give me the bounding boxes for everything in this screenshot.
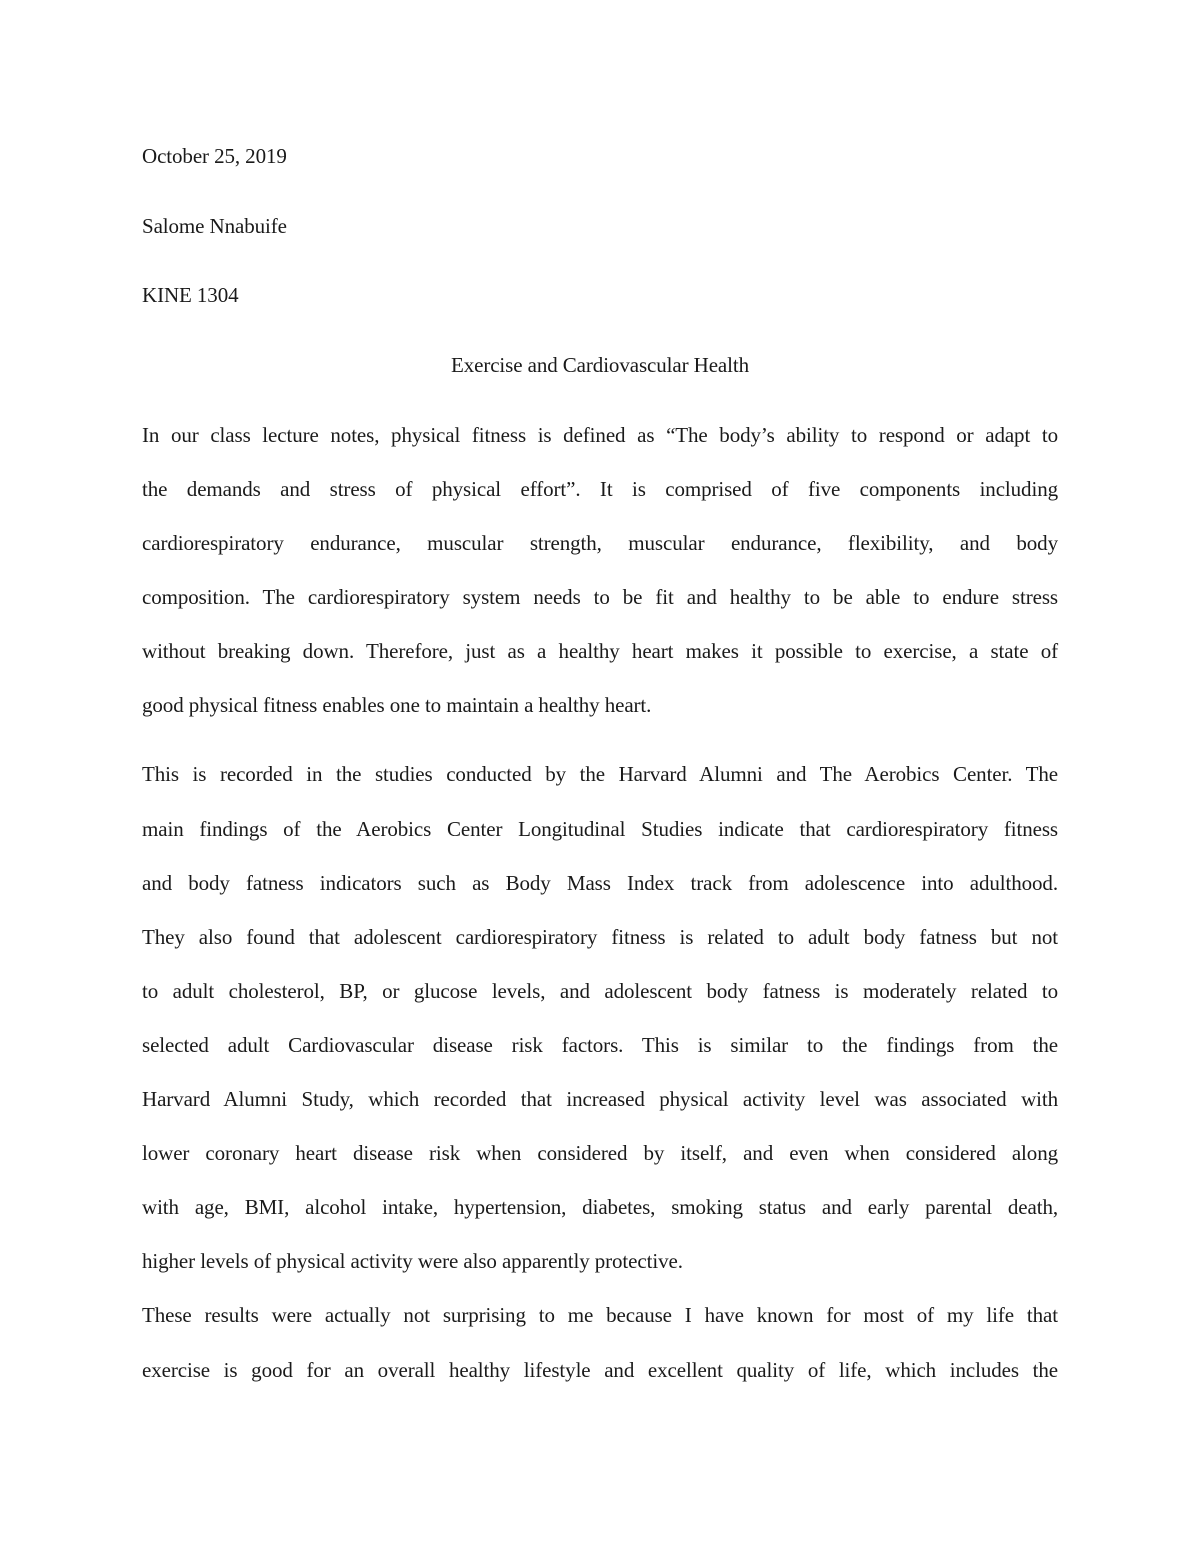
paragraph-2-line-6: selected adult Cardiovascular disease risk factors. This is similar to the findings from the — [142, 1033, 1058, 1057]
paragraph-1-line-5: without breaking down. Therefore, just as a healthy heart makes it possible to exercise, a state of — [142, 639, 1058, 663]
paragraph-2-line-1: This is recorded in the studies conducted by the Harvard Alumni and The Aerobics Center. The — [142, 762, 1058, 786]
course-line: KINE 1304 — [142, 283, 239, 307]
paragraph-3-line-2: exercise is good for an overall healthy lifestyle and excellent quality of life, which includes the — [142, 1358, 1058, 1382]
paragraph-2-line-10: higher levels of physical activity were also apparently protective. — [142, 1249, 683, 1273]
paragraph-2-line-9: with age, BMI, alcohol intake, hypertension, diabetes, smoking status and early parental death, — [142, 1195, 1058, 1219]
paragraph-1-line-4: composition. The cardiorespiratory system needs to be fit and healthy to be able to endure stress — [142, 585, 1058, 609]
paragraph-2-line-5: to adult cholesterol, BP, or glucose levels, and adolescent body fatness is moderately related to — [142, 979, 1058, 1003]
paragraph-1-line-6: good physical fitness enables one to maintain a healthy heart. — [142, 693, 652, 717]
paragraph-1-line-1: In our class lecture notes, physical fitness is defined as “The body’s ability to respond or adapt to — [142, 423, 1058, 447]
paragraph-2-line-7: Harvard Alumni Study, which recorded that increased physical activity level was associated with — [142, 1087, 1058, 1111]
paragraph-2-line-3: and body fatness indicators such as Body Mass Index track from adolescence into adulthood. — [142, 871, 1058, 895]
author-line: Salome Nnabuife — [142, 214, 287, 238]
date-line: October 25, 2019 — [142, 144, 287, 168]
paragraph-1-line-2: the demands and stress of physical effort”. It is comprised of five components including — [142, 477, 1058, 501]
document-title: Exercise and Cardiovascular Health — [450, 353, 750, 377]
paragraph-2-line-4: They also found that adolescent cardiorespiratory fitness is related to adult body fatness but not — [142, 925, 1058, 949]
paragraph-3-line-1: These results were actually not surprising to me because I have known for most of my life that — [142, 1303, 1058, 1327]
paragraph-2-line-2: main findings of the Aerobics Center Longitudinal Studies indicate that cardiorespiratory fitness — [142, 817, 1058, 841]
paragraph-1-line-3: cardiorespiratory endurance, muscular strength, muscular endurance, flexibility, and body — [142, 531, 1058, 555]
paragraph-2-line-8: lower coronary heart disease risk when considered by itself, and even when considered along — [142, 1141, 1058, 1165]
